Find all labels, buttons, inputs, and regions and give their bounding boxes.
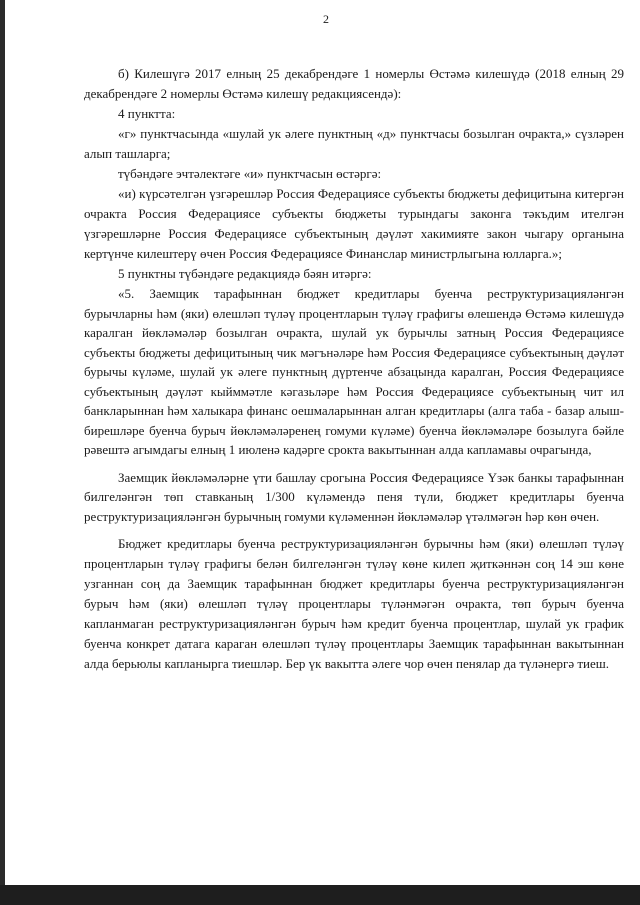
document-body	[84, 64, 624, 674]
paragraph-intro: б) Килешүгә 2017 елның 25 декабрендәге 1 номерлы Өстәмә килешүдә (2018 елның 29 декабрендәге 2 номерлы Өстәмә килешү редакциясендә):	[84, 66, 624, 101]
paragraph-subpoint-g: «г» пунктчасында «шулай ук әлеге пунктның «д» пунктчасы бозылган очракта,» сүзләрен алып ташларга;	[84, 126, 624, 161]
scan-edge-bottom	[0, 885, 640, 905]
paragraph-penalty: Заемщик йөкләмәләрне үти башлау срогына Россия Федерациясе Үзәк банкы тарафыннан билгеләнгән төп ставканың 1/300 күләмендә пеня түли, бюджет кредитлары буенча реструктуризацияләнгән бурычның гомуми күләменнән йөкләмәләр үтәлмәгән һәр көн өчен.	[84, 469, 624, 524]
paragraph-point-5: 5 пунктны түбәндәге редакциядә бәян итәргә:	[118, 266, 372, 281]
paragraph-early-repayment: Бюджет кредитлары буенча реструктуризацияләнгән бурычны һәм (яки) өлешләп түләү процентларын түләү графигы белән билгеләнгән түләү көне килеп җиткәннән соң 14 эш көне узганнан соң да Заемщик тарафыннан бюджет кредитлары буенча реструктуризацияләнгән бурыч һәм (яки) өлешләп түләү процентлары түләнмәгән очракта, төп бурыч буенча капланмаган реструктуризацияләнгән бурыч һәм кредит буенча процентлар, шулай ук график буенча конкрет датага караган өлешләп түләү процентлары Заемщик тарафыннан вакытыннан алда берьюлы капланырга тиешләр. Бер үк вакытта әлеге чор өчен пенялар да түләнергә тиеш.	[84, 536, 624, 671]
paragraph-add-subpoint-i: түбәндәге эчтәлектәге «и» пунктчасын өстәргә:	[118, 166, 382, 181]
paragraph-point-4: 4 пунктта:	[118, 106, 176, 121]
paragraph-subpoint-i-text: «и) күрсәтелгән үзгәрешләр Россия Федерациясе субъекты бюджеты дефицитына китергән очракта Россия Федерациясе субъекты бюджеты турындагы законга тәкъдим ителгән үзгәрешләрне Россия Федерациясе субъектының дәүләт хакимияте закон чыгару органына кертүнче килештерү өчен Россия Федерациясе Финанслар министрлыгына юлларга.»;	[84, 186, 624, 261]
page-number: 2	[323, 12, 329, 26]
paragraph-point-5-text: «5. Заемщик тарафыннан бюджет кредитлары буенча реструктуризацияләнгән бурычларны һәм (яки) өлешләп түләү процентларын түләү графигы өлешендә Өстәмә килешүдә каралган йөкләмәләр бозылган очракта, шулай ук бурычлы затның Россия Федерациясе субъекты бюджеты дефицитының чик мәгънәләре һәм Россия Федерациясе субъектының дәүләт бурычы күләме, шулай ук әлеге пунктның дүртенче абзацында каралган, Россия Федерациясе субъектының дәүләт кыйммәтле кәгазьләре һәм Россия Федерациясе субъектының чит ил банкларыннан һәм халыкара финанс оешмаларыннан алган кредитлары (алга таба - базар алыш-бирешләре буенча бурыч йөкләмәләренең гомуми күләме) буенча йөкләмәләре бозылуга бәйле рәвештә агымдагы елның 1 июленә кадәрге срокта вакытыннан алда капламавы очрагында,	[84, 286, 624, 457]
scan-edge-left	[0, 0, 5, 905]
